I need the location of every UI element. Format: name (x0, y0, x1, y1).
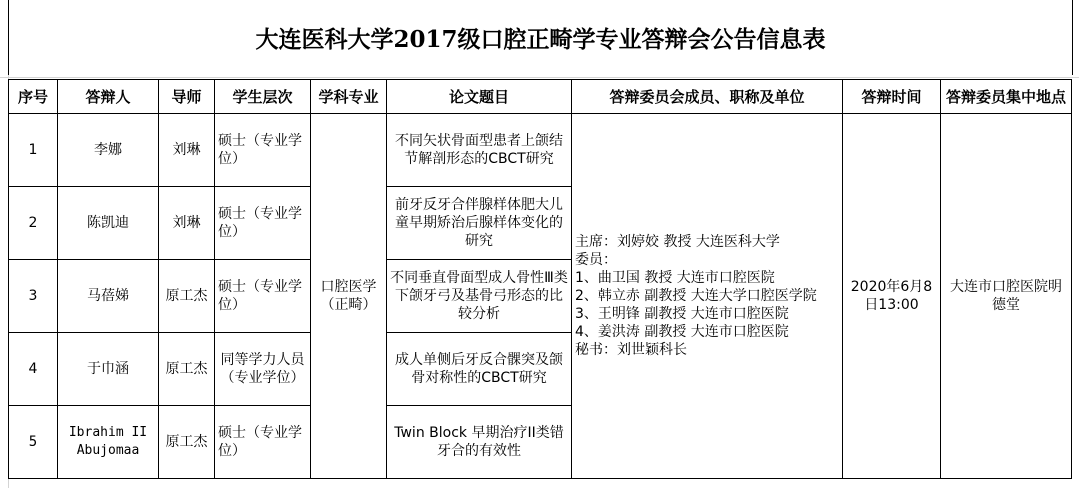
header-place: 答辩委员集中地点 (941, 80, 1072, 114)
cell-defender: 李娜 (58, 114, 159, 187)
cell-level: 硕士（专业学位） (215, 114, 311, 187)
cell-index: 2 (9, 187, 58, 260)
cell-advisor: 原工杰 (159, 333, 215, 406)
cell-thesis: 不同矢状骨面型患者上颌结节解剖形态的CBCT研究 (387, 114, 572, 187)
cell-level: 同等学力人员（专业学位） (215, 333, 311, 406)
committee-member: 4、姜洪涛 副教授 大连市口腔医院 (575, 324, 789, 340)
cell-thesis: 前牙反牙合伴腺样体肥大儿童早期矫治后腺样体变化的研究 (387, 187, 572, 260)
cell-defender: 马蓓娣 (58, 260, 159, 333)
committee-members-label: 委员： (575, 252, 617, 268)
cell-time: 2020年6月8日13:00 (843, 114, 941, 479)
cell-index: 4 (9, 333, 58, 406)
header-major: 学科专业 (311, 80, 387, 114)
cell-defender: Ibrahim II Abujomaa (58, 406, 159, 479)
header-defender: 答辩人 (58, 80, 159, 114)
committee-member: 1、曲卫国 教授 大连市口腔医院 (575, 270, 775, 286)
gridline (0, 77, 1079, 78)
table-row (9, 114, 1072, 187)
cell-level: 硕士（专业学位） (215, 406, 311, 479)
page-title: 大连医科大学2017级口腔正畸学专业答辩会公告信息表 (8, 0, 1073, 75)
cell-advisor: 原工杰 (159, 406, 215, 479)
header-thesis: 论文题目 (387, 80, 572, 114)
committee-chair: 主席：刘婷姣 教授 大连医科大学 (575, 234, 780, 250)
header-level: 学生层次 (215, 80, 311, 114)
committee-secretary: 秘书：刘世颖科长 (575, 342, 687, 358)
header-time: 答辩时间 (843, 80, 941, 114)
cell-index: 3 (9, 260, 58, 333)
cell-advisor: 刘琳 (159, 114, 215, 187)
cell-defender: 于巾涵 (58, 333, 159, 406)
header-committee: 答辩委员会成员、职称及单位 (572, 80, 843, 114)
header-index: 序号 (9, 80, 58, 114)
cell-level: 硕士（专业学位） (215, 260, 311, 333)
cell-defender: 陈凯迪 (58, 187, 159, 260)
committee-member: 2、韩立赤 副教授 大连大学口腔医学院 (575, 288, 817, 304)
cell-thesis: 成人单侧后牙反合髁突及颌骨对称性的CBCT研究 (387, 333, 572, 406)
cell-index: 5 (9, 406, 58, 479)
header-advisor: 导师 (159, 80, 215, 114)
cell-level: 硕士（专业学位） (215, 187, 311, 260)
cell-thesis: 不同垂直骨面型成人骨性Ⅲ类下颌牙弓及基骨弓形态的比较分析 (387, 260, 572, 333)
cell-advisor: 原工杰 (159, 260, 215, 333)
cell-thesis: Twin Block 早期治疗II类错牙合的有效性 (387, 406, 572, 479)
cell-committee (572, 114, 843, 479)
cell-index: 1 (9, 114, 58, 187)
cell-place: 大连市口腔医院明德堂 (941, 114, 1072, 479)
defense-info-table (8, 79, 1072, 479)
committee-member: 3、王明锋 副教授 大连市口腔医院 (575, 306, 789, 322)
cell-major: 口腔医学（正畸） (311, 114, 387, 479)
cell-advisor: 刘琳 (159, 187, 215, 260)
header-row (9, 80, 1072, 114)
